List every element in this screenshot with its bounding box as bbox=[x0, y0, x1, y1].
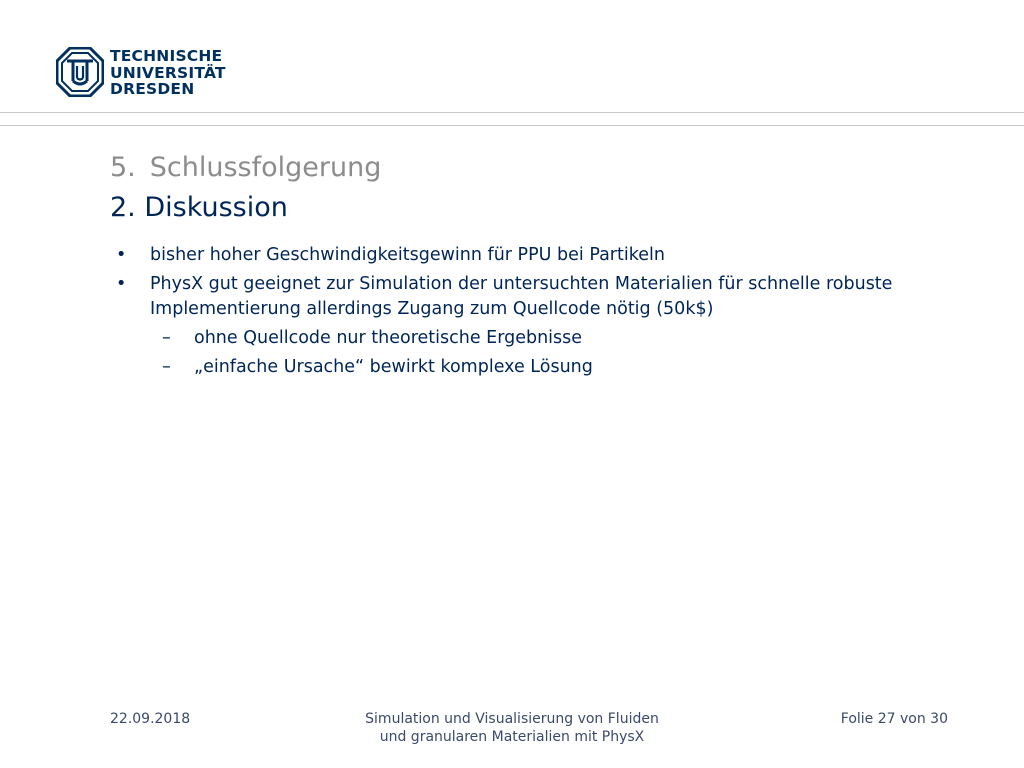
bullet-text: PhysX gut geeignet zur Simulation der untersuchten Materialien für schnelle robuste Implementierung allerdings Zugang zum Quellcode nötig (50k$) bbox=[150, 274, 893, 319]
sub-bullet-marker: – bbox=[162, 357, 171, 377]
sub-bullet-item bbox=[110, 355, 940, 380]
bullet-item bbox=[110, 243, 940, 268]
logo-wordmark bbox=[110, 48, 226, 98]
section-title-text: Schlussfolgerung bbox=[149, 152, 382, 183]
sub-bullet-text: „einfache Ursache“ bewirkt komplexe Lösung bbox=[194, 357, 593, 377]
logo-line-2: UNIVERSITÄT bbox=[110, 63, 226, 82]
tu-dresden-logo bbox=[56, 47, 226, 99]
bullet-list bbox=[110, 243, 940, 384]
footer-title-line-1: Simulation und Visualisierung von Fluiden bbox=[365, 711, 659, 727]
footer-page-number: Folie 27 von 30 bbox=[840, 711, 948, 727]
header-divider-top bbox=[0, 112, 1024, 113]
slide-subtitle: 2. Diskussion bbox=[110, 192, 288, 223]
footer-date: 22.09.2018 bbox=[110, 711, 191, 727]
bullet-marker: • bbox=[116, 245, 127, 265]
sub-bullet-item bbox=[110, 326, 940, 351]
logo-line-1: TECHNISCHE bbox=[110, 47, 223, 65]
sub-bullet-marker: – bbox=[162, 328, 171, 348]
bullet-text: bisher hoher Geschwindigkeitsgewinn für PPU bei Partikeln bbox=[150, 245, 665, 265]
bullet-item bbox=[110, 272, 940, 322]
sub-bullet-text: ohne Quellcode nur theoretische Ergebnisse bbox=[194, 328, 583, 348]
section-number: 5. bbox=[110, 152, 136, 183]
section-title bbox=[110, 152, 381, 183]
footer-presentation-title bbox=[312, 710, 712, 746]
tu-dresden-emblem-icon bbox=[56, 47, 104, 97]
header-divider-bottom bbox=[0, 125, 1024, 126]
footer-title-line-2: und granularen Materialien mit PhysX bbox=[379, 729, 645, 745]
bullet-marker: • bbox=[116, 274, 127, 294]
logo-line-3: DRESDEN bbox=[110, 80, 195, 98]
